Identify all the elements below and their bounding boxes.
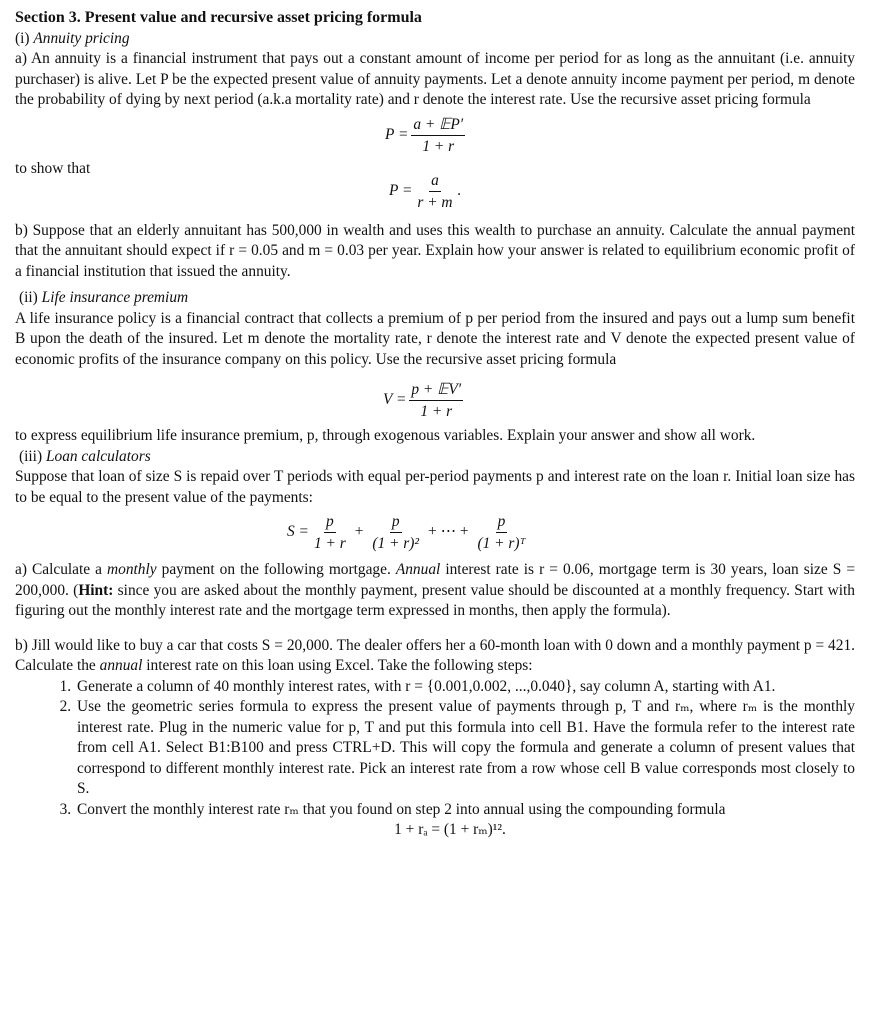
eq2-fraction xyxy=(415,171,454,212)
eq4-term3-num: p xyxy=(496,512,508,533)
part3-paragraph: Suppose that loan of size S is repaid over T periods with equal per-period payments p and interest rate on the loan r. Initial loan size has to be equal to the present value of the payments: xyxy=(15,468,855,506)
eq3-lhs: V = xyxy=(383,391,407,409)
eq4-term1 xyxy=(312,512,348,553)
eq4-term3 xyxy=(476,512,528,553)
part3-heading xyxy=(15,447,855,468)
part2-paragraph: A life insurance policy is a financial contract that collects a premium of p per period from the insured and pays out a lump sum benefit B upon the death of the insured. Let m denote the mortality rate, r denote the interest rate and V denote the expected present value of economic profits of the insurance company on this policy. Use the recursive asset pricing formula xyxy=(15,309,855,368)
equation-insurance xyxy=(15,370,855,426)
part2-after-paragraph: to express equilibrium life insurance premium, p, through exogenous variables. Explain your answer and show all work. xyxy=(15,427,756,444)
eq4-lhs: S = xyxy=(287,523,309,541)
part1-heading-num: (i) xyxy=(15,29,34,47)
part1-heading xyxy=(15,29,855,50)
eq3-numerator: p + 𝔼V′ xyxy=(409,380,463,401)
excel-steps-list xyxy=(15,677,855,821)
eq1-denominator: 1 + r xyxy=(422,137,455,155)
list-item: 1. Generate a column of 40 monthly interest rates, with r = {0.001,0.002, ...,0.040}, say column A, starting with A1. xyxy=(75,677,855,698)
part1-heading-title: Annuity pricing xyxy=(33,29,130,47)
part2-heading-title: Life insurance premium xyxy=(41,289,189,306)
section-title: Section 3. Present value and recursive asset pricing formula xyxy=(15,9,422,26)
equation-recursive-annuity xyxy=(15,111,855,165)
list-item: 2. Use the geometric series formula to express the present value of payments through p, T and rₘ, where rₘ is the monthly interest rate. Plug in the numeric value for p, T and put this formula into cell B1. Have the formula refer to the interest rate from cell A1. Select B1:B100 and press CTRL+D. This will copy the formula and generate a column of present values that correspond to different monthly interest rate. Pick an interest rate from a row whose cell B value corresponds most closely to S. xyxy=(75,697,855,800)
part3-heading-title: Loan calculators xyxy=(45,447,151,465)
eq3-denominator: 1 + r xyxy=(420,403,453,420)
eq2-numerator: a xyxy=(429,171,441,192)
part3-b-paragraph: b) Jill would like to buy a car that costs S = 20,000. The dealer offers her a 60-month loan with 0 down and a monthly payment p = 421. Calculate the annual interest rate on this loan using Excel. Take the following steps: xyxy=(15,636,855,674)
compounding-formula: 1 + rₐ = (1 + rₘ)¹². xyxy=(394,821,506,838)
list-item: 3. Convert the monthly interest rate rₘ that you found on step 2 into annual using the compounding formula xyxy=(75,800,855,821)
eq4-term3-den: (1 + r)ᵀ xyxy=(477,535,526,552)
part3-heading-num: (iii) xyxy=(19,447,46,465)
eq2-lhs: P = xyxy=(389,181,413,199)
equation-loan xyxy=(15,508,855,560)
equation-annuity-result xyxy=(15,159,855,221)
part3-a-paragraph: a) Calculate a monthly payment on the following mortgage. Annual interest rate is r = 0.06, mortgage term is 30 years, loan size S = 200,000. (Hint: since you are asked about the monthly payment, present value should be discounted at a monthly frequency. Start with figuring out the monthly interest rate and the mortgage term expressed in months, then apply the formula). xyxy=(15,561,856,619)
eq4-term1-num: p xyxy=(324,512,336,533)
part2-heading-num: (ii) xyxy=(19,289,42,306)
eq3-fraction xyxy=(409,380,463,421)
eq1-numerator: a + 𝔼P′ xyxy=(411,115,465,136)
eq4-term1-den: 1 + r xyxy=(313,535,346,552)
eq4-dots: + ⋯ + xyxy=(428,523,469,541)
eq2-denominator: r + m xyxy=(417,193,453,211)
part1-a-paragraph: a) An annuity is a financial instrument that pays out a constant amount of income per period for as long as the annuitant (i.e. annuity purchaser) is alive. Let P be the expected present value of annuity payments. Let a denote annuity income payment per period, m denote the probability of dying by next period (a.k.a mortality rate) and r denote the interest rate. Use the recursive asset pricing formula xyxy=(15,50,855,108)
part1-b-paragraph: b) Suppose that an elderly annuitant has 500,000 in wealth and uses this wealth to purchase an annuity. Calculate the annual payment that the annuitant should expect if r = 0.05 and m = 0.03 per year. Explain how your answer is related to equilibrium economic profit of a financial institution that issued the annuity. xyxy=(15,221,855,280)
eq1-lhs: P = xyxy=(385,125,409,143)
part2-heading xyxy=(15,288,855,309)
eq1-fraction xyxy=(411,115,465,156)
eq4-term2-num: p xyxy=(390,512,402,533)
eq4-plus: + xyxy=(354,523,364,541)
eq2-period: . xyxy=(457,181,462,199)
document-page xyxy=(15,8,855,841)
eq4-term2-den: (1 + r)² xyxy=(372,535,420,552)
eq4-term2 xyxy=(370,512,421,553)
to-show-text: to show that xyxy=(15,159,91,177)
